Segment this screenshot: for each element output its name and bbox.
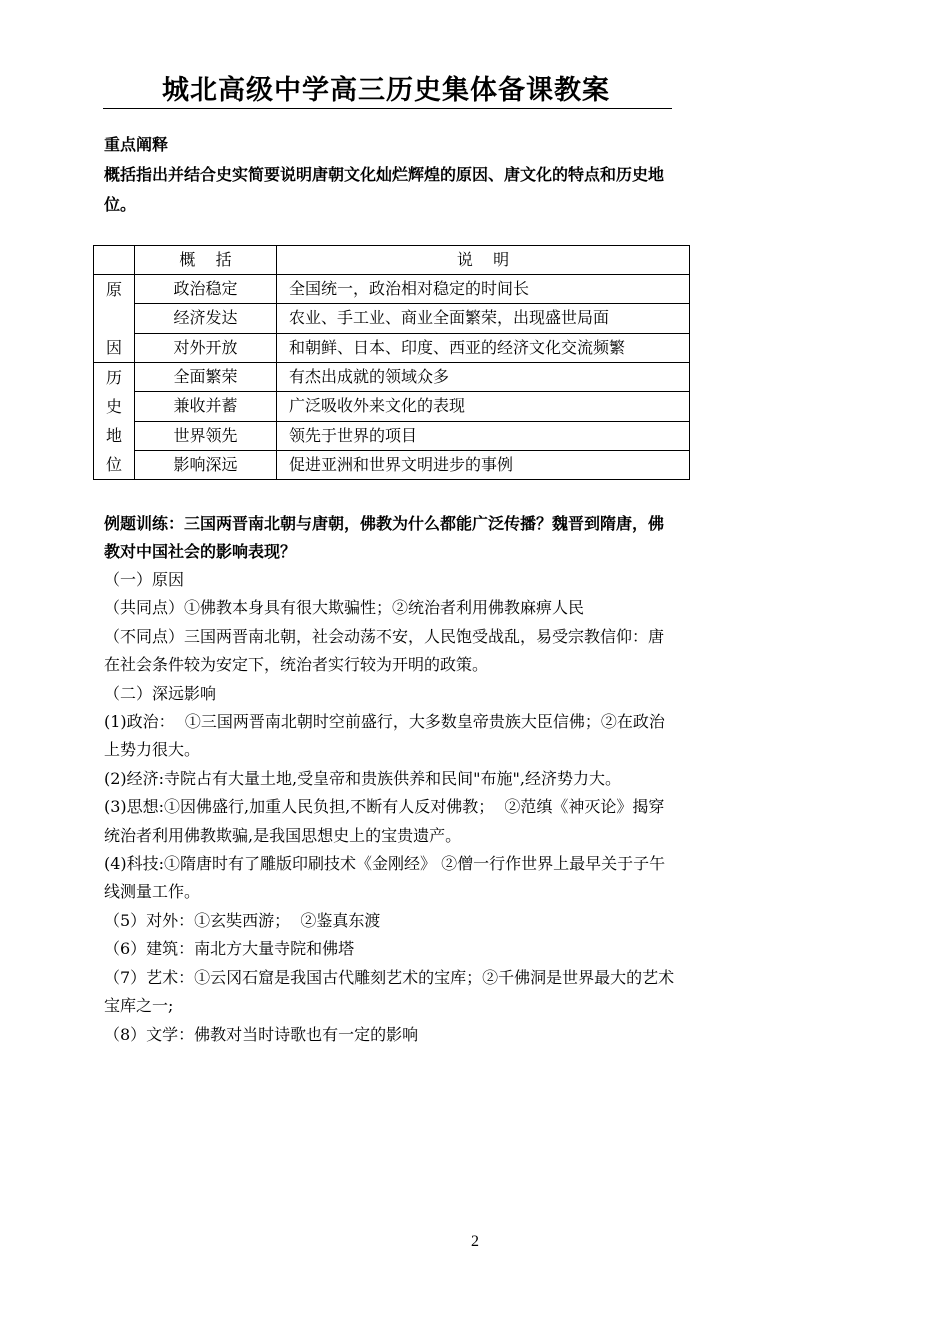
table-row <box>94 275 690 304</box>
row-description: 领先于世界的项目 <box>277 421 690 450</box>
page-number: 2 <box>471 1233 479 1250</box>
paragraph: （一）原因 <box>104 570 185 589</box>
row-summary: 全面繁荣 <box>135 363 277 392</box>
table-row <box>94 450 690 479</box>
row-summary: 影响深远 <box>135 450 277 479</box>
group-label-char: 地 <box>105 426 122 445</box>
paragraph: （二）深远影响 <box>104 683 217 703</box>
paragraph: (1)政治： ①三国两晋南北朝时空前盛行，大多数皇帝贵族大臣信佛；②在政治上势力很大。 <box>104 712 665 760</box>
group-label-char: 因 <box>105 338 122 357</box>
group-label-cause <box>94 275 135 363</box>
summary-table <box>93 245 690 480</box>
document-title: 城北高级中学高三历史集体备课教案 <box>162 75 610 106</box>
row-description: 农业、手工业、商业全面繁荣，出现盛世局面 <box>277 304 690 333</box>
group-label-char: 史 <box>105 397 122 416</box>
paragraph: （共同点）①佛教本身具有很大欺骗性；②统治者利用佛教麻痹人民 <box>104 598 585 618</box>
header-summary: 概 括 <box>135 246 277 275</box>
row-description: 有杰出成就的领域众多 <box>277 363 690 392</box>
row-description: 全国统一，政治相对稳定的时间长 <box>277 275 690 304</box>
title-underline <box>103 108 672 109</box>
group-label-char: 位 <box>105 455 122 474</box>
table-row <box>94 304 690 333</box>
table-row <box>94 363 690 392</box>
paragraph: （7）艺术：①云冈石窟是我国古代雕刻艺术的宝库；②千佛洞是世界最大的艺术宝库之一; <box>104 967 675 1016</box>
paragraph: (2)经济:寺院占有大量土地,受皇帝和贵族供养和民间"布施",经济势力大。 <box>104 768 621 788</box>
row-summary: 政治稳定 <box>135 275 277 304</box>
row-summary: 兼收并蓄 <box>135 392 277 421</box>
table-corner-cell <box>94 246 135 275</box>
paragraph: （5）对外：①玄奘西游； ②鉴真东渡 <box>104 910 381 930</box>
question-text: 概括指出并结合史实简要说明唐朝文化灿烂辉煌的原因、唐文化的特点和历史地位。 <box>104 165 665 214</box>
section-heading: 重点阐释 <box>104 135 169 154</box>
row-summary: 经济发达 <box>135 304 277 333</box>
table-row <box>94 392 690 421</box>
paragraph: (3)思想:①因佛盛行,加重人民负担,不断有人反对佛教； ②范缜《神灭论》揭穿统治者利用佛教欺骗,是我国思想史上的宝贵遗产。 <box>104 797 665 845</box>
row-description: 和朝鲜、日本、印度、西亚的经济文化交流频繁 <box>277 333 690 362</box>
header-description: 说 明 <box>277 246 690 275</box>
row-summary: 对外开放 <box>135 333 277 362</box>
row-description: 广泛吸收外来文化的表现 <box>277 392 690 421</box>
paragraph: （6）建筑：南北方大量寺院和佛塔 <box>104 939 355 959</box>
group-label-char <box>94 304 134 333</box>
group-label-char: 原 <box>105 280 122 299</box>
paragraph: (4)科技:①隋唐时有了雕版印刷技术《金刚经》 ②僧一行作世界上最早关于子午线测量工作。 <box>104 854 666 902</box>
answer-body <box>104 566 679 1049</box>
paragraph: （8）文学：佛教对当时诗歌也有一定的影响 <box>104 1024 419 1044</box>
paragraph: （不同点）三国两晋南北朝，社会动荡不安，人民饱受战乱，易受宗教信仰：唐在社会条件较为安定下，统治者实行较为开明的政策。 <box>104 626 665 675</box>
table-row <box>94 421 690 450</box>
group-label-char: 历 <box>105 368 122 387</box>
table-row <box>94 333 690 362</box>
row-description: 促进亚洲和世界文明进步的事例 <box>277 450 690 479</box>
row-summary: 世界领先 <box>135 421 277 450</box>
group-label-status <box>94 363 135 480</box>
example-question: 例题训练：三国两晋南北朝与唐朝，佛教为什么都能广泛传播？魏晋到隋唐，佛教对中国社会的影响表现？ <box>104 514 665 561</box>
table-header-row <box>94 246 690 275</box>
